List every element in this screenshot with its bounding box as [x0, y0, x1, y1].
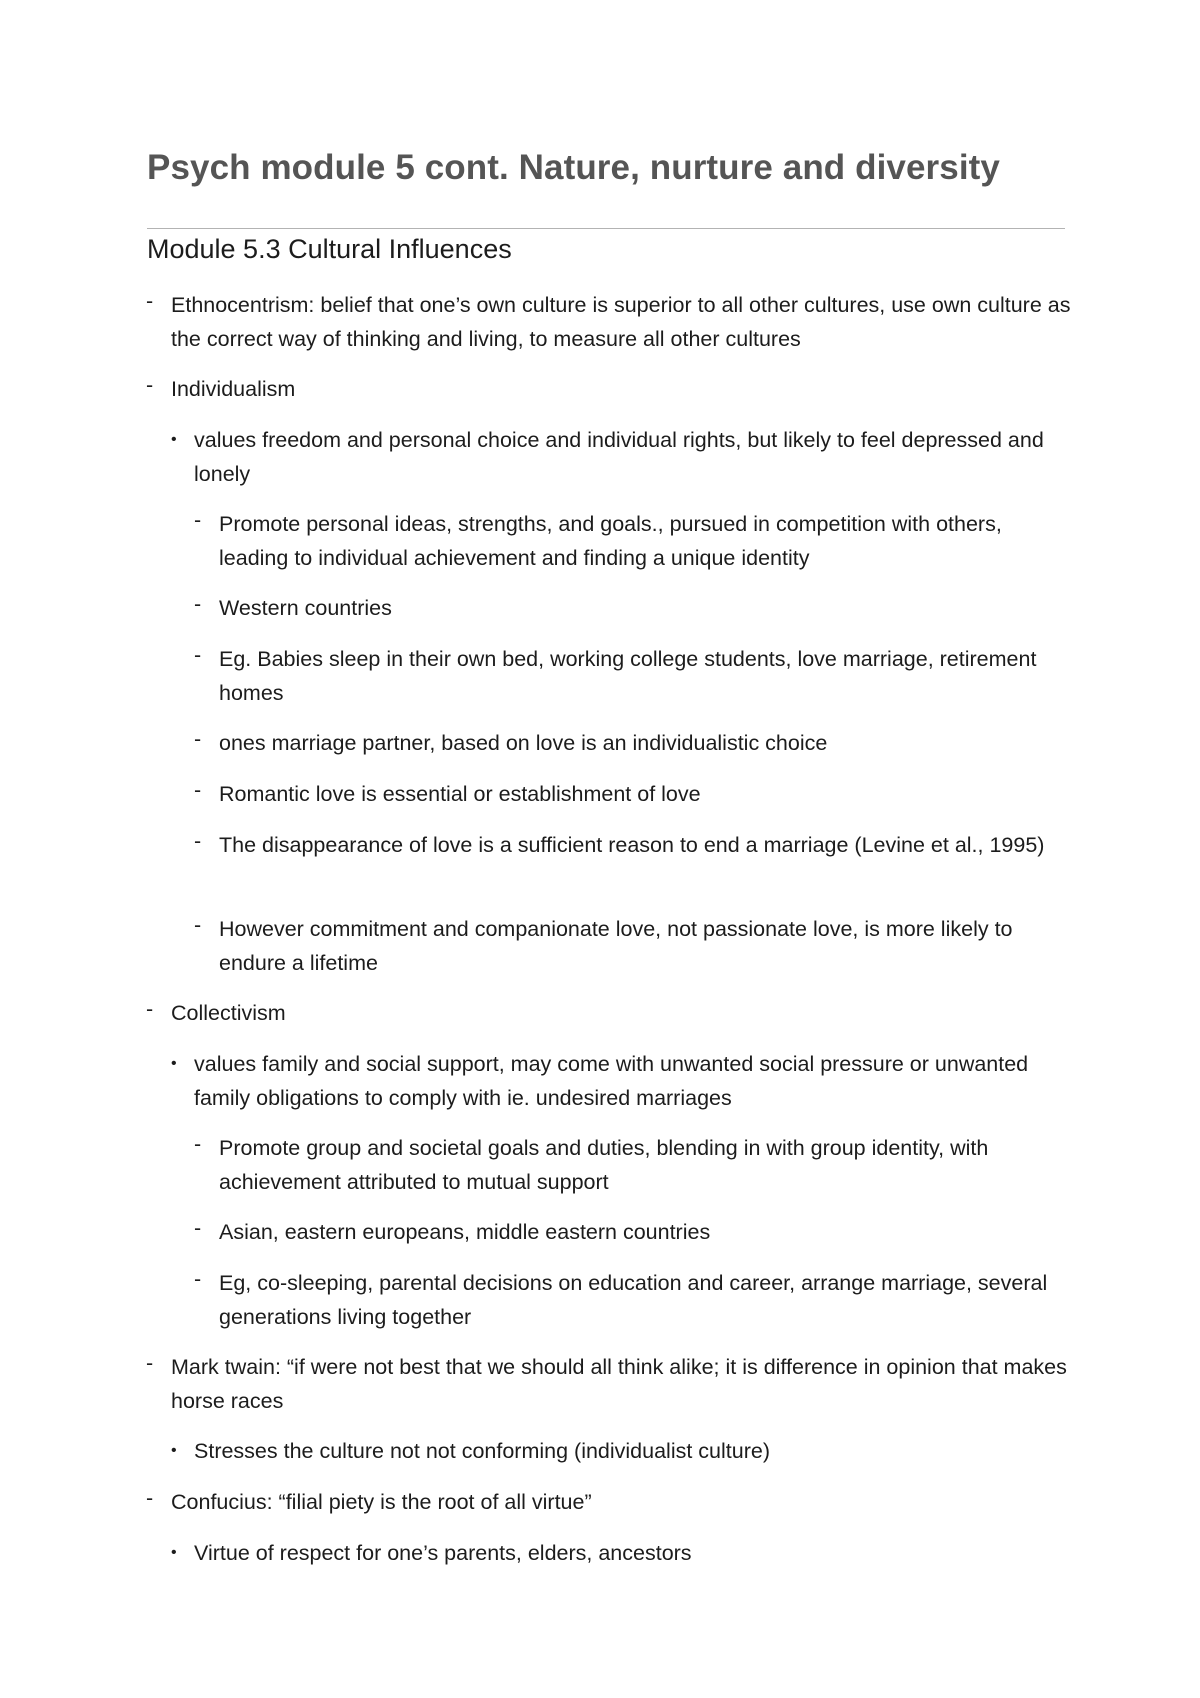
page-title: Psych module 5 cont. Nature, nurture and diversity: [147, 148, 1000, 187]
list-item-mark-twain: [146, 1350, 1071, 1418]
list-item-ind-western: [194, 591, 1069, 625]
dash-marker: -: [194, 643, 202, 667]
list-item-text: Western countries: [219, 596, 392, 620]
list-item-text: Stresses the culture not not conforming (individualist culture): [194, 1439, 770, 1463]
list-item-text: Ethnocentrism: belief that one’s own culture is superior to all other cultures, use own culture as the correct way of thinking and living, to measure all other cultures: [171, 293, 1071, 351]
bullet-marker: •: [171, 431, 177, 448]
list-item-confucius-virtue: [171, 1536, 1069, 1570]
dash-marker: -: [146, 289, 154, 313]
dash-marker: -: [194, 778, 202, 802]
list-item-collectivism-values: [171, 1047, 1069, 1115]
dash-marker: -: [194, 1132, 202, 1156]
list-item-text: values freedom and personal choice and individual rights, but likely to feel depressed and lonely: [194, 428, 1044, 486]
dash-marker: -: [146, 997, 154, 1021]
list-item-text: Eg, co-sleeping, parental decisions on education and career, arrange marriage, several generations living together: [219, 1271, 1048, 1329]
list-item-col-promote: [194, 1131, 1069, 1199]
list-item-ind-disappearance: [194, 828, 1069, 862]
list-item-individualism: [146, 372, 1071, 406]
list-item-col-regions: [194, 1215, 1069, 1249]
list-item-text: Individualism: [171, 377, 296, 401]
dash-marker: -: [194, 829, 202, 853]
title-divider: [147, 228, 1065, 229]
list-item-text: Collectivism: [171, 1001, 286, 1025]
list-item-text: The disappearance of love is a sufficient reason to end a marriage (Levine et al., 1995): [219, 833, 1045, 857]
list-item-text: Eg. Babies sleep in their own bed, working college students, love marriage, retirement homes: [219, 647, 1037, 705]
bullet-marker: •: [171, 1544, 177, 1561]
list-item-text: However commitment and companionate love, not passionate love, is more likely to endure a lifetime: [219, 917, 1013, 975]
bullet-marker: •: [171, 1055, 177, 1072]
list-item-text: Romantic love is essential or establishment of love: [219, 782, 701, 806]
dash-marker: -: [146, 1486, 154, 1510]
dash-marker: -: [146, 1351, 154, 1375]
list-item-text: ones marriage partner, based on love is an individualistic choice: [219, 731, 828, 755]
list-item-collectivism: [146, 996, 1071, 1030]
list-item-ind-however: [194, 912, 1069, 980]
list-item-text: values family and social support, may come with unwanted social pressure or unwanted family obligations to comply with ie. undesired marriages: [194, 1052, 1029, 1110]
list-item-ind-eg: [194, 642, 1069, 710]
list-item-ethnocentrism: [146, 288, 1071, 356]
list-item-individualism-values: [171, 423, 1069, 491]
dash-marker: -: [146, 373, 154, 397]
dash-marker: -: [194, 1216, 202, 1240]
list-item-col-eg: [194, 1266, 1069, 1334]
list-item-text: Promote personal ideas, strengths, and goals., pursued in competition with others, leading to individual achievement and finding a unique identity: [219, 512, 1002, 570]
list-item-text: Mark twain: “if were not best that we should all think alike; it is difference in opinion that makes horse races: [171, 1355, 1067, 1413]
list-item-confucius: [146, 1485, 1071, 1519]
dash-marker: -: [194, 913, 202, 937]
list-item-ind-marriage-partner: [194, 726, 1069, 760]
section-heading: Module 5.3 Cultural Influences: [147, 234, 512, 264]
bullet-marker: •: [171, 1442, 177, 1459]
dash-marker: -: [194, 727, 202, 751]
dash-marker: -: [194, 1267, 202, 1291]
dash-marker: -: [194, 592, 202, 616]
list-item-ind-romantic: [194, 777, 1069, 811]
list-item-text: Confucius: “filial piety is the root of all virtue”: [171, 1490, 592, 1514]
list-item-text: Virtue of respect for one’s parents, elders, ancestors: [194, 1541, 692, 1565]
dash-marker: -: [194, 508, 202, 532]
list-item-text: Asian, eastern europeans, middle eastern countries: [219, 1220, 711, 1244]
list-item-ind-promote: [194, 507, 1069, 575]
list-item-twain-stresses: [171, 1434, 1069, 1468]
list-item-text: Promote group and societal goals and duties, blending in with group identity, with achievement attributed to mutual support: [219, 1136, 989, 1194]
